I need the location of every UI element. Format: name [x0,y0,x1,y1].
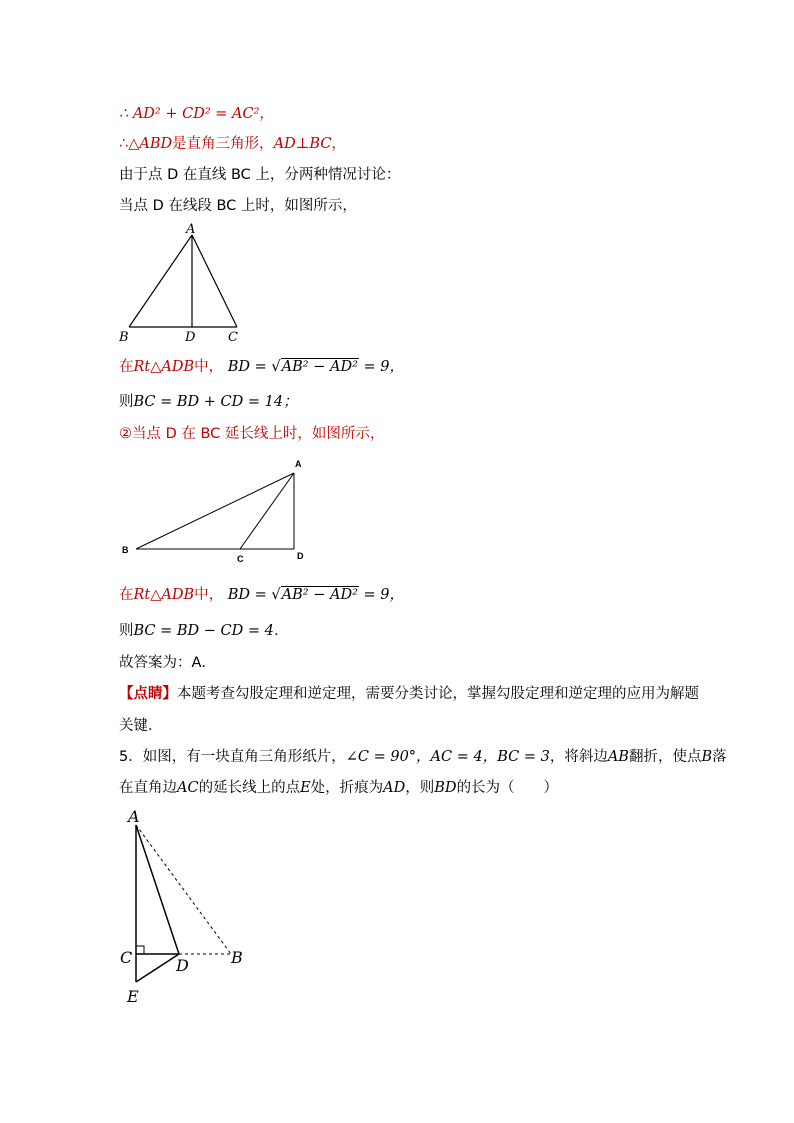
label-d: D [185,330,196,345]
label-c: C [228,330,238,345]
label-b: B [119,330,129,345]
key-point-text-cont: 关键． [119,718,163,734]
figure-folding-triangle [110,805,280,1010]
statement-right-triangle: ∴△ABD是直角三角形，AD⊥BC， [119,136,346,152]
label-c: C [237,554,244,564]
label-d: D [297,551,304,561]
label-b: B [122,545,129,555]
key-point-tag: 【点睛】 [119,686,177,702]
segment-ab [136,473,294,549]
question-5-line1: 5．如图，有一块直角三角形纸片，∠C = 90°，AC = 4，BC = 3，将斜边AB翻折，使点B落 [119,749,727,765]
case-intro-text: 由于点 D 在直线 BC 上，分两种情况讨论： [119,167,401,183]
figure-case1-triangle [115,220,255,345]
segment-ab [129,235,192,327]
segment-ab-dashed [136,825,231,954]
segment-ad [136,825,179,954]
label-c: C [120,948,133,967]
question-5-line2: 在直角边AC的延长线上的点E处，折痕为AD，则BD的长为（ ） [119,780,559,796]
segment-ac [192,235,237,327]
case2-text: ②当点 D 在 BC 延长线上时，如图所示， [119,426,385,442]
label-a: A [186,222,196,237]
segment-ac [240,473,294,549]
case2-bd-calc: 在Rt△ADB中， BD = √AB² − AD² = 9， [119,587,404,603]
case1-bd-calc: 在Rt△ADB中， BD = √AB² − AD² = 9， [119,359,404,375]
figure-case2-triangle [115,452,315,570]
case2-bc-result: 则BC = BD − CD = 4． [119,623,289,639]
label-d: D [176,956,189,975]
statement-pythagoras-converse [119,104,274,124]
right-angle-mark [136,946,144,954]
label-e: E [127,987,139,1006]
segment-ed [136,954,179,982]
answer-text: 故答案为：A． [119,655,216,671]
formula-bd-sqrt: BD = √AB² − AD² = 9， [227,587,404,603]
case1-text: 当点 D 在线段 BC 上时，如图所示， [119,198,357,214]
case1-bc-result: 则BC = BD + CD = 14； [119,394,298,410]
equation-text: ∴ AD² + CD² = AC²， [119,106,274,122]
key-point-text: 【点睛】本题考查勾股定理和逆定理，需要分类讨论，掌握勾股定理和逆定理的应用为解题 [119,686,699,702]
label-b: B [231,948,243,967]
label-a: A [295,459,302,469]
label-a: A [128,807,140,826]
formula-bd-sqrt: BD = √AB² − AD² = 9， [227,359,404,375]
